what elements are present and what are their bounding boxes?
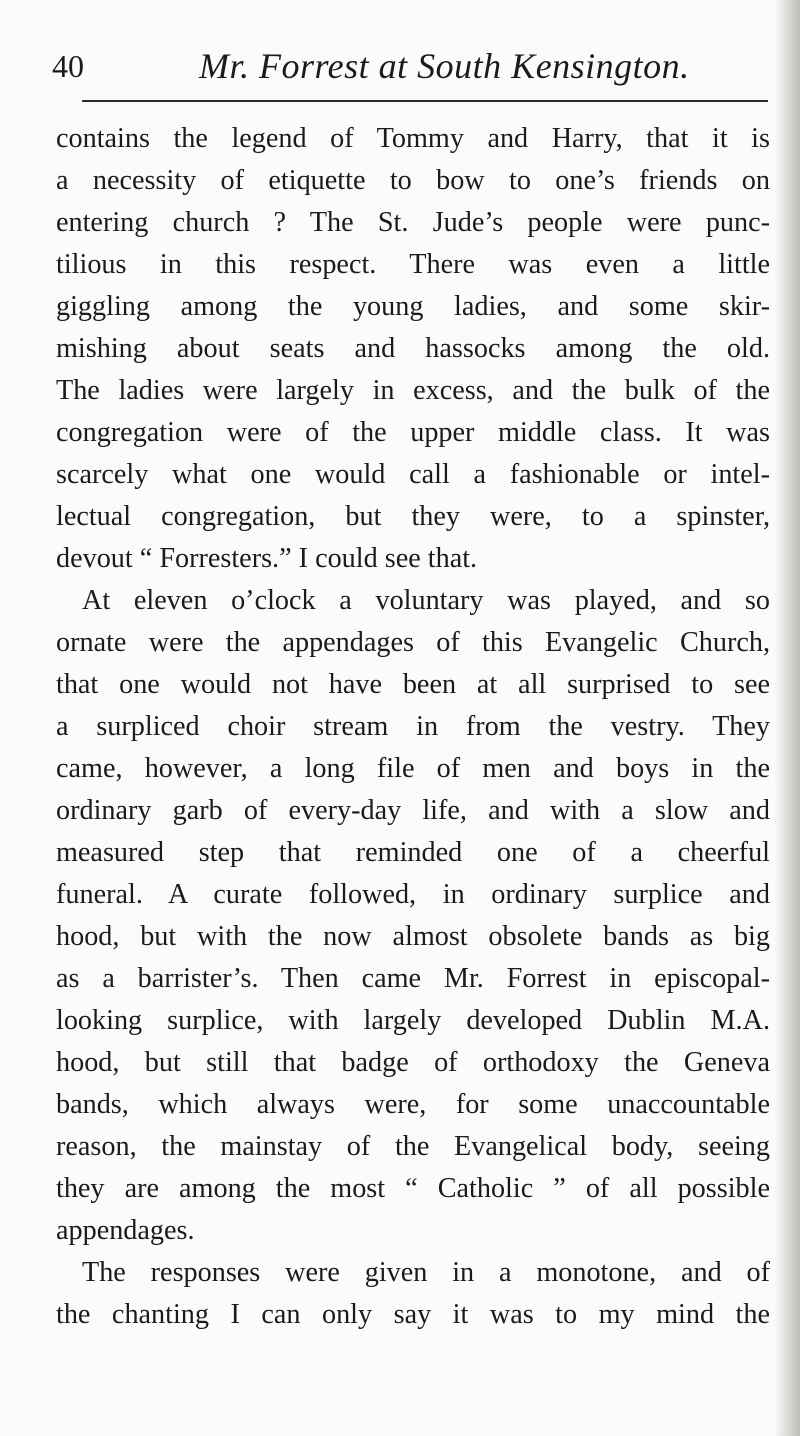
text-line: funeral. A curate followed, in ordinary surplice and xyxy=(56,879,770,910)
text-line: At eleven o’clock a voluntary was played, and so xyxy=(82,585,770,616)
text-line: giggling among the young ladies, and some skir- xyxy=(56,291,770,322)
text-line: looking surplice, with largely developed Dublin M.A. xyxy=(56,1005,770,1036)
text-line: measured step that reminded one of a cheerful xyxy=(56,837,770,868)
text-line: entering church ? The St. Jude’s people were punc- xyxy=(56,207,770,238)
header-rule xyxy=(82,100,768,102)
text-line: bands, which always were, for some unaccountable xyxy=(56,1089,770,1120)
text-line: a necessity of etiquette to bow to one’s friends on xyxy=(56,165,770,196)
page-number: 40 xyxy=(52,48,84,84)
body-text xyxy=(56,118,770,1336)
text-line: hood, but still that badge of orthodoxy the Geneva xyxy=(56,1047,770,1078)
running-title: Mr. Forrest at South Kensington. xyxy=(199,46,690,86)
text-line: they are among the most “ Catholic ” of all possible xyxy=(56,1173,770,1204)
text-line: scarcely what one would call a fashionable or intel- xyxy=(56,459,770,490)
text-line: contains the legend of Tommy and Harry, that it is xyxy=(56,123,770,154)
running-head xyxy=(52,42,752,90)
text-line: devout “ Forresters.” I could see that. xyxy=(56,543,478,574)
text-line: The ladies were largely in excess, and the bulk of the xyxy=(56,375,770,406)
text-line: appendages. xyxy=(56,1215,195,1246)
text-line: congregation were of the upper middle class. It was xyxy=(56,417,770,448)
text-line: reason, the mainstay of the Evangelical body, seeing xyxy=(56,1131,770,1162)
text-line: the chanting I can only say it was to my mind the xyxy=(56,1299,770,1330)
text-line: ordinary garb of every-day life, and with a slow and xyxy=(56,795,770,826)
text-line: as a barrister’s. Then came Mr. Forrest in episcopal- xyxy=(56,963,770,994)
page-edge-shadow xyxy=(774,0,800,1436)
text-line: that one would not have been at all surprised to see xyxy=(56,669,770,700)
text-line: hood, but with the now almost obsolete bands as big xyxy=(56,921,770,952)
text-line: lectual congregation, but they were, to a spinster, xyxy=(56,501,770,532)
text-line: The responses were given in a monotone, and of xyxy=(82,1257,770,1288)
text-line: ornate were the appendages of this Evangelic Church, xyxy=(56,627,770,658)
text-line: tilious in this respect. There was even a little xyxy=(56,249,770,280)
text-line: a surpliced choir stream in from the vestry. They xyxy=(56,711,770,742)
text-line: came, however, a long file of men and boys in the xyxy=(56,753,770,784)
text-line: mishing about seats and hassocks among the old. xyxy=(56,333,770,364)
